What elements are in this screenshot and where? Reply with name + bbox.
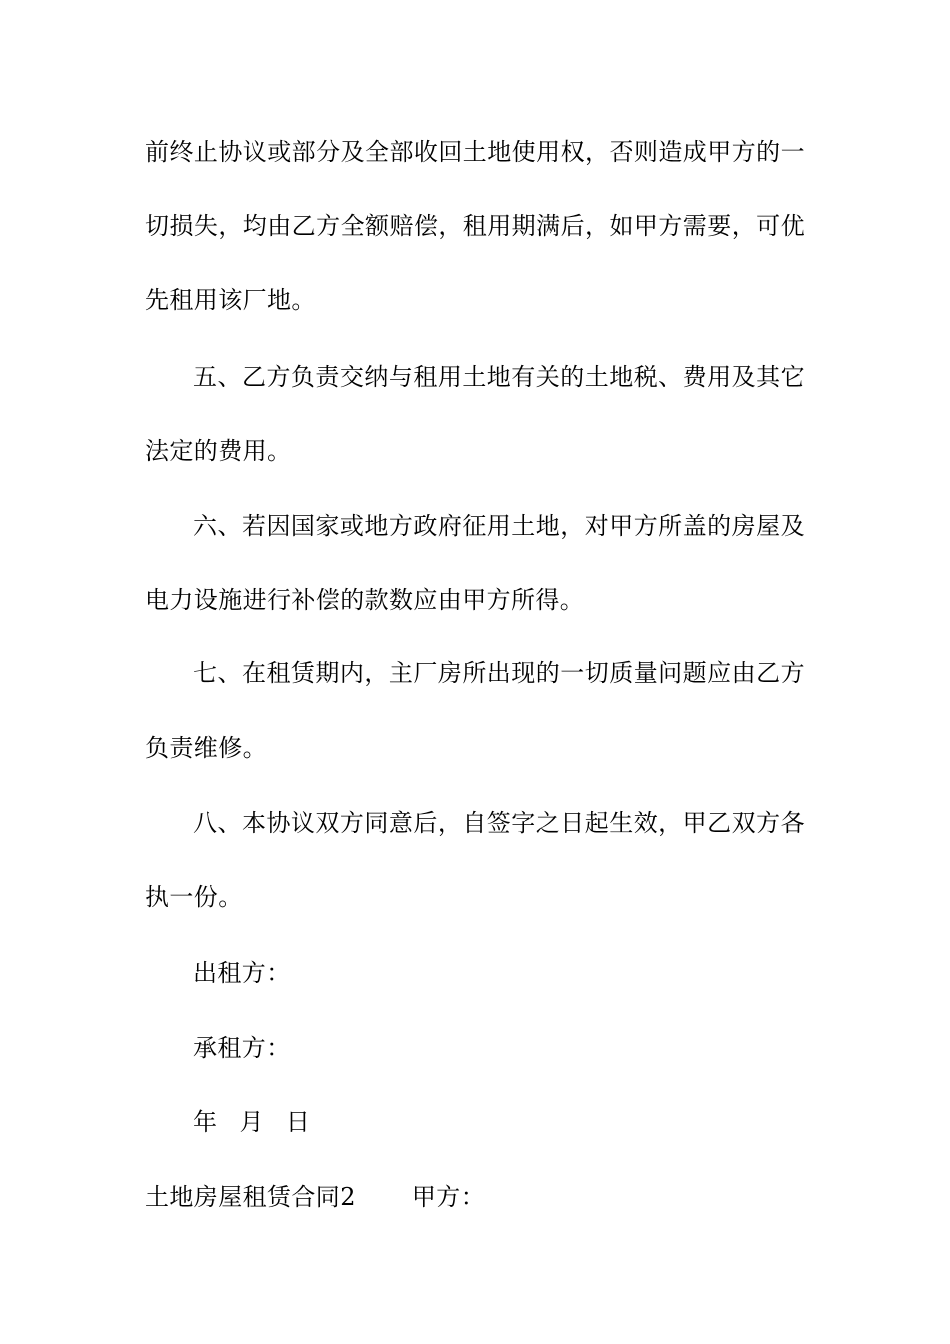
date-month-label: 月 (239, 1108, 264, 1136)
clause-five-line: 法定的费用。 (145, 437, 292, 465)
clause-eight-line: 八、本协议双方同意后，自签字之日起生效，甲乙双方各 (193, 809, 805, 837)
next-contract-heading (145, 1182, 485, 1212)
lessee-signature-label: 承租方： (193, 1034, 291, 1062)
clause-seven-line: 七、在租赁期内，主厂房所出现的一切质量问题应由乙方 (193, 659, 805, 687)
paragraph-line: 前终止协议或部分及全部收回土地使用权，否则造成甲方的一 (145, 138, 805, 166)
clause-seven-line: 负责维修。 (145, 734, 267, 762)
next-contract-title: 土地房屋租赁合同2 (145, 1183, 356, 1211)
clause-five-line: 五、乙方负责交纳与租用土地有关的土地税、费用及其它 (193, 363, 805, 391)
signature-date (193, 1107, 805, 1137)
date-day-label: 日 (285, 1108, 311, 1136)
clause-six-line: 六、若因国家或地方政府征用土地，对甲方所盖的房屋及 (193, 512, 805, 540)
party-a-label: 甲方： (411, 1183, 486, 1211)
paragraph-line: 先租用该厂地。 (145, 286, 316, 314)
clause-six-line: 电力设施进行补偿的款数应由甲方所得。 (145, 586, 585, 614)
date-year-label: 年 (193, 1108, 218, 1136)
paragraph-line: 切损失，均由乙方全额赔偿，租用期满后，如甲方需要，可优 (145, 212, 805, 240)
clause-eight-line: 执一份。 (145, 883, 243, 911)
lessor-signature-label: 出租方： (193, 959, 291, 987)
